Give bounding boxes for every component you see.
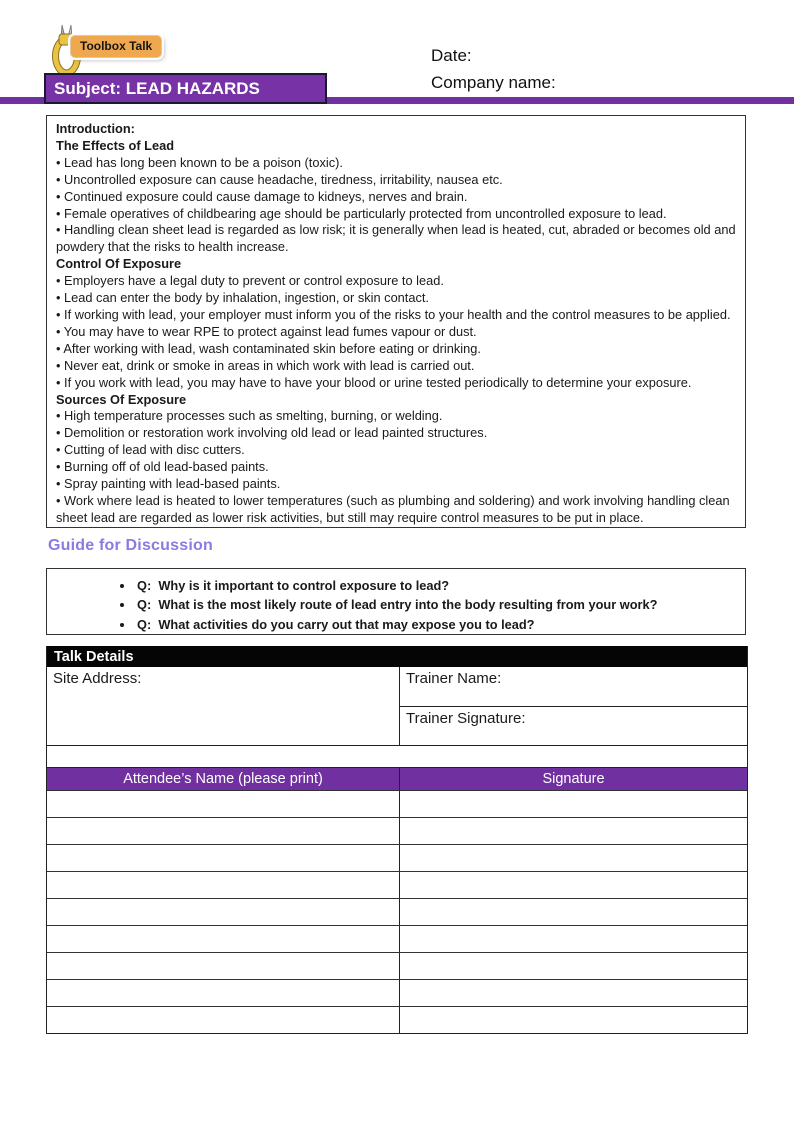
intro-bullet-line: • Lead has long been known to be a poison (toxic). (56, 154, 343, 170)
intro-bullet-line: • Never eat, drink or smoke in areas in which work with lead is carried out. (56, 357, 475, 373)
intro-bullet-line: • Demolition or restoration work involving old lead or lead painted structures. (56, 425, 488, 441)
guide-for-discussion-heading: Guide for Discussion (48, 537, 213, 554)
attendee-table-header (47, 767, 747, 790)
subject-title-bar (44, 73, 327, 104)
attendee-row (47, 925, 747, 952)
intro-subheading: Sources Of Exposure (56, 391, 187, 407)
trainer-signature-cell[interactable] (400, 707, 747, 745)
intro-bullet-line: • Work where lead is heated to lower temperatures (such as plumbing and soldering) and work involving handling clean sheet lead are regarded as lower risk activities, but still may require control measures to be put in place. (56, 492, 730, 525)
attendee-name-cell[interactable] (47, 872, 400, 898)
introduction-box (46, 115, 746, 528)
talk-details-section (46, 646, 748, 1034)
attendee-row (47, 790, 747, 817)
attendee-row (47, 979, 747, 1006)
intro-bullet-line: • Female operatives of childbearing age should be particularly protected from uncontrolled exposure to lead. (56, 205, 667, 221)
discussion-questions-box (46, 568, 746, 635)
intro-bullet-line: • Handling clean sheet lead is regarded as low risk; it is generally when lead is heated, cut, abraded or becomes old and powdery that the risks to health increase. (56, 222, 736, 255)
intro-bullet-line: • Burning off of old lead-based paints. (56, 459, 269, 475)
signature-cell[interactable] (400, 953, 747, 979)
attendee-name-cell[interactable] (47, 845, 400, 871)
intro-bullet-line: • Cutting of lead with disc cutters. (56, 442, 245, 458)
intro-bullet-line: • After working with lead, wash contaminated skin before eating or drinking. (56, 340, 481, 356)
signature-cell[interactable] (400, 1007, 747, 1033)
attendee-table-body (47, 790, 747, 1033)
intro-bullet-line: • Lead can enter the body by inhalation, ingestion, or skin contact. (56, 290, 429, 306)
attendee-name-cell[interactable] (47, 1007, 400, 1033)
site-address-label: Site Address: (53, 670, 142, 687)
trainer-name-label: Trainer Name: (406, 670, 502, 687)
intro-subheading: Introduction: (56, 121, 135, 136)
intro-bullet-line: • Uncontrolled exposure can cause headache, tiredness, irritability, nausea etc. (56, 171, 503, 187)
question-item: • Q: What activities do you carry out that may expose you to lead? (135, 615, 735, 634)
attendee-name-cell[interactable] (47, 818, 400, 844)
attendee-row (47, 1006, 747, 1033)
signature-cell[interactable] (400, 791, 747, 817)
company-name-label: Company name: (431, 73, 556, 92)
attendee-row (47, 952, 747, 979)
signature-cell[interactable] (400, 872, 747, 898)
subject-title: Subject: LEAD HAZARDS (54, 78, 260, 98)
date-label: Date: (431, 46, 472, 65)
attendee-name-cell[interactable] (47, 791, 400, 817)
trainer-signature-label: Trainer Signature: (406, 710, 526, 727)
signature-cell[interactable] (400, 926, 747, 952)
toolbox-talk-logo (50, 24, 160, 76)
intro-bullet-line: • Employers have a legal duty to prevent or control exposure to lead. (56, 273, 444, 289)
attendee-row (47, 871, 747, 898)
attendee-row (47, 844, 747, 871)
signature-cell[interactable] (400, 980, 747, 1006)
attendee-row (47, 817, 747, 844)
talk-details-spacer-row (47, 745, 747, 767)
intro-bullet-line: • You may have to wear RPE to protect against lead fumes vapour or dust. (56, 323, 477, 339)
attendee-name-cell[interactable] (47, 980, 400, 1006)
attendee-name-cell[interactable] (47, 899, 400, 925)
attendee-name-column-header: Attendee’s Name (please print) (47, 768, 400, 790)
question-item: • Q: What is the most likely route of lead entry into the body resulting from your work? (135, 595, 735, 614)
attendee-name-cell[interactable] (47, 953, 400, 979)
signature-cell[interactable] (400, 818, 747, 844)
intro-subheading: Control Of Exposure (56, 256, 182, 272)
intro-bullet-line: • If you work with lead, you may have to have your blood or urine tested periodically to determine your exposure. (56, 374, 692, 390)
intro-bullet-line: • Spray painting with lead-based paints. (56, 476, 281, 492)
signature-cell[interactable] (400, 845, 747, 871)
intro-subheading: The Effects of Lead (56, 137, 175, 153)
attendee-row (47, 898, 747, 925)
logo-text: Toolbox Talk (70, 35, 162, 58)
attendee-name-cell[interactable] (47, 926, 400, 952)
signature-cell[interactable] (400, 899, 747, 925)
intro-bullet-line: • High temperature processes such as smelting, burning, or welding. (56, 408, 443, 424)
talk-details-title: Talk Details (54, 648, 134, 665)
intro-bullet-line: • Continued exposure could cause damage to kidneys, nerves and brain. (56, 188, 468, 204)
talk-details-header (47, 646, 747, 667)
question-item: • Q: Why is it important to control exposure to lead? (135, 576, 735, 595)
site-address-cell[interactable] (47, 667, 400, 745)
trainer-name-cell[interactable] (400, 667, 747, 707)
intro-bullet-line: • If working with lead, your employer must inform you of the risks to your health and the control measures to be applied. (56, 306, 731, 322)
signature-column-header: Signature (542, 771, 605, 787)
